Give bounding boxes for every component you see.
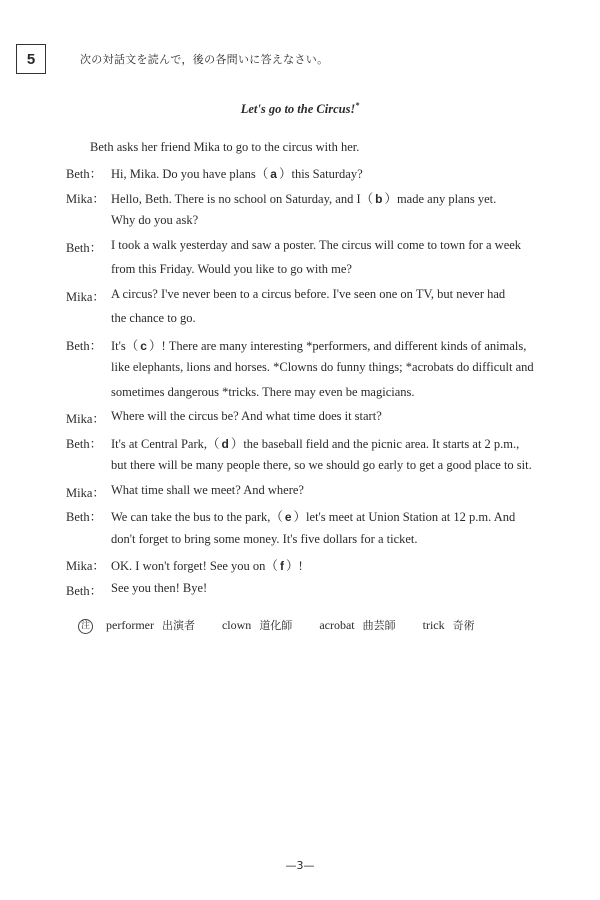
title-footnote-mark: *	[355, 101, 360, 110]
dialogue-line: See you then! Bye!	[111, 581, 208, 595]
dialogue-text: ）let's meet at Union Station at 12 p.m. And	[293, 510, 516, 524]
blank-f[interactable]: f	[279, 559, 284, 573]
dialogue-text: OK. I won't forget! See you on（	[111, 559, 278, 573]
dialogue-line: don't forget to bring some money. It's five dollars for a ticket.	[111, 532, 418, 546]
dialogue-text: ）the baseball field and the picnic area. It starts at 2 p.m.,	[230, 437, 520, 451]
speaker-mika: Mika：	[66, 412, 105, 426]
speaker-mika: Mika：	[66, 559, 105, 573]
speaker-mika: Mika：	[66, 290, 105, 304]
blank-b[interactable]: b	[375, 192, 383, 206]
note-translation: 奇術	[452, 619, 475, 632]
dialogue-text: ）made any plans yet.	[384, 192, 497, 206]
blank-a[interactable]: a	[270, 167, 277, 181]
note-translation: 道化師	[259, 619, 293, 632]
dialogue-text: ）this Saturday?	[278, 167, 363, 181]
page-number: —3—	[285, 859, 315, 872]
dialogue-line	[111, 164, 363, 182]
speaker-mika: Mika：	[66, 486, 105, 500]
note-term: acrobat	[319, 618, 355, 632]
speaker-beth: Beth：	[66, 339, 103, 353]
dialogue-text: Hi, Mika. Do you have plans（	[111, 167, 269, 181]
dialogue-line: A circus? I've never been to a circus before. I've seen one on TV, but never had	[111, 287, 506, 301]
dialogue-line: sometimes dangerous *tricks. There may even be magicians.	[111, 385, 415, 399]
dialogue-line: like elephants, lions and horses. *Clowns do funny things; *acrobats do difficult and	[111, 360, 534, 374]
dialogue-text: It's at Central Park,（	[111, 437, 220, 451]
speaker-beth: Beth：	[66, 584, 103, 598]
speaker-beth: Beth：	[66, 241, 103, 255]
passage-title-text: Let's go to the Circus!	[240, 102, 356, 117]
passage-title	[0, 101, 600, 117]
blank-e[interactable]: e	[284, 510, 292, 524]
dialogue-line	[111, 434, 519, 452]
dialogue-line	[111, 556, 303, 574]
dialogue-line: Where will the circus be? And what time does it start?	[111, 409, 382, 423]
dialogue-text: ）! There are many interesting *performers, and different kinds of animals,	[148, 339, 527, 353]
speaker-mika: Mika：	[66, 192, 105, 206]
vocabulary-notes	[78, 617, 499, 634]
note-translation: 曲芸師	[362, 619, 396, 632]
dialogue-line	[111, 507, 515, 525]
note-translation: 出演者	[161, 619, 195, 632]
dialogue-line: Why do you ask?	[111, 213, 199, 227]
passage-intro: Beth asks her friend Mika to go to the circus with her.	[90, 140, 360, 154]
dialogue-text: ）!	[285, 559, 303, 573]
dialogue-line: I took a walk yesterday and saw a poster. The circus will come to town for a week	[111, 238, 522, 252]
dialogue-line	[111, 336, 526, 354]
dialogue-line	[111, 189, 496, 207]
dialogue-text: We can take the bus to the park,（	[111, 510, 283, 524]
dialogue-line: What time shall we meet? And where?	[111, 483, 304, 497]
blank-c[interactable]: c	[140, 339, 147, 353]
note-mark: 注	[78, 619, 93, 634]
speaker-beth: Beth：	[66, 510, 103, 524]
question-instruction: 次の対話文を読んで，後の各問いに答えなさい。	[80, 53, 329, 66]
speaker-beth: Beth：	[66, 167, 103, 181]
dialogue-text: Hello, Beth. There is no school on Saturday, and I（	[111, 192, 374, 206]
note-term: clown	[221, 618, 252, 632]
dialogue-line: the chance to go.	[111, 311, 196, 325]
question-number-box: 5	[16, 44, 46, 74]
note-term: performer	[106, 618, 154, 632]
speaker-beth: Beth：	[66, 437, 103, 451]
dialogue-line: but there will be many people there, so we should go early to get a good place to sit.	[111, 458, 532, 472]
blank-d[interactable]: d	[221, 437, 229, 451]
note-term: trick	[422, 618, 445, 632]
dialogue-text: It's（	[111, 339, 139, 353]
dialogue-line: from this Friday. Would you like to go with me?	[111, 262, 352, 276]
